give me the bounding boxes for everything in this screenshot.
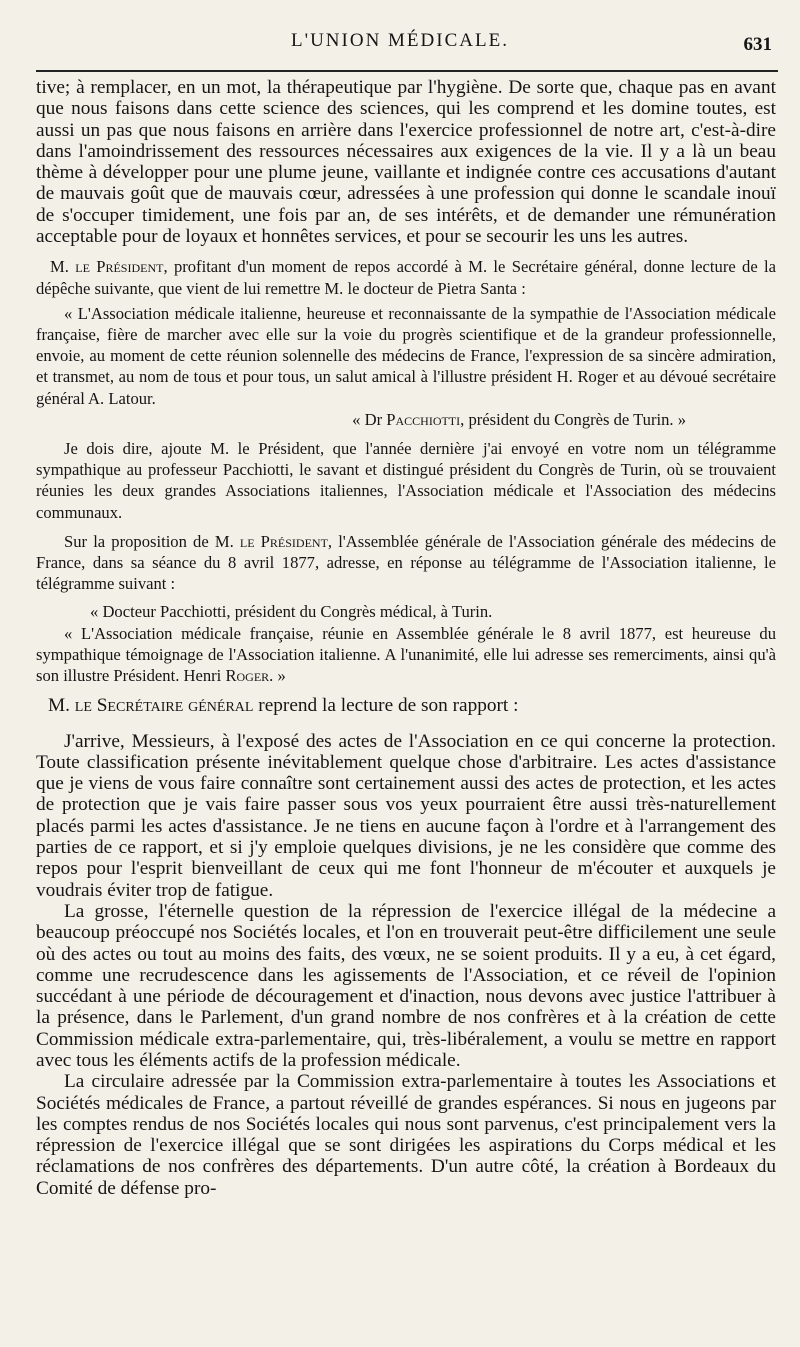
paragraph-5 xyxy=(36,531,776,595)
paragraph-8 xyxy=(36,695,776,716)
speaker-president: M. le Président, xyxy=(214,531,333,551)
french-telegram-address: « Docteur Pacchiotti, président du Congrès médical, à Turin. xyxy=(90,602,493,622)
french-telegram-text: « L'Association médicale française, réunie en Assemblée générale le 8 avril 1877, est heureuse du sympathique témoignage de l'Association italienne. A l'unanimité, elle lui adresse ses remerciments, ainsi qu'à son illustre Président. xyxy=(36,623,776,686)
signature-suffix: , président du Congrès de Turin. » xyxy=(460,409,686,429)
french-telegram-signature xyxy=(184,666,286,685)
paragraph-2 xyxy=(36,256,776,298)
paragraph-1: tive; à remplacer, en un mot, la thérapeutique par l'hygiène. De sorte que, chaque pas en avant que nous faisons dans cette science des sciences, qui les comprend et les domine toutes, est aussi un pas que nous faisons en arrière dans l'exercice professionnel de notre art, c'est-à-dire dans l'amoindrissement des ressources nécessaires aux exigences de la vie. Il y a là un beau thème à développer pour une plume jeune, vaillante et indignée contre ces accusations d'autant de mauvais goût que de mauvais cœur, adressées à une profession qui donne le scandale inouï de s'occuper timidement, une fois par an, de ses intérêts, et de demander une rémunération acceptable pour de loyaux et honnêtes services, et pour se secourir les uns les autres. xyxy=(36,77,776,248)
signature-name: Roger xyxy=(225,666,270,686)
speaker-president: M. le Président, xyxy=(50,257,168,277)
speaker-secretary: M. le Secrétaire général xyxy=(48,695,254,717)
page-header xyxy=(0,30,800,64)
signature-name: Pacchiotti xyxy=(386,409,461,429)
italian-telegram: « L'Association médicale italienne, heureuse et reconnaissante de la sympathie de l'Association médicale française, fière de marcher avec elle sur la voie du progrès scientifique et de la grandeur professionnelle, envoie, au moment de cette réunion solennelle des médecins de France, l'expression de sa sincère admiration, et transmet, au nom de tous et pour tous, un salut amical à l'illustre président H. Roger et au dévoué secrétaire général A. Latour. xyxy=(36,303,776,408)
paragraph-4: Je dois dire, ajoute M. le Président, que l'année dernière j'ai envoyé en votre nom un télégramme sympathique au professeur Pacchiotti, le savant et distingué président du Congrès de Turin, où se trouvaient réunies les deux grandes Associations italiennes, l'Association médicale et l'Association des médecins communaux. xyxy=(36,439,776,522)
paragraph-11: La circulaire adressée par la Commission extra-parlementaire à toutes les Associations et Sociétés médicales de France, a partout réveillé de grandes espérances. Si nous en jugeons par les comptes rendus de nos Sociétés locales qui nous sont parvenus, c'est principalement vers la répression de l'exercice illégal que se sont dirigées les aspirations du Corps médical et les réclamations de nos confrères des départements. D'un autre côté, la création à Bordeaux du Comité de défense pro- xyxy=(36,1071,776,1199)
paragraph-5-lead: Sur la proposition de xyxy=(64,531,215,551)
paragraph-5-text: l'Assemblée générale de l'Association générale des médecins de France, dans sa séance du 8 avril 1877, adresse, en réponse au télégramme de l'Association italienne, le télégramme suivant : xyxy=(36,531,776,594)
italian-telegram-signature xyxy=(36,409,776,430)
signature-prefix: « Dr xyxy=(352,409,387,429)
running-title: L'UNION MÉDICALE. xyxy=(291,30,509,51)
page-number: 631 xyxy=(743,34,772,55)
paragraph-8-text: reprend la lecture de son rapport : xyxy=(253,695,519,717)
paragraph-2-text: profitant d'un moment de repos accordé à M. le Secrétaire général, donne lecture de la dépêche suivante, que vient de lui remettre M. le docteur de Pietra Santa : xyxy=(36,257,777,298)
paragraph-9: J'arrive, Messieurs, à l'exposé des actes de l'Association en ce qui concerne la protection. Toute classification présente inévitablement quelque chose d'arbitraire. Les actes d'assistance que je viens de vous faire connaître sont certainement aussi des actes de protection, et les actes de protection que je vais faire passer sous vos yeux pourraient être aussi très-naturellement placés parmi les actes d'assistance. Je ne tiens en aucune façon à l'ordre et à l'arrangement des parties de ce rapport, et si j'y emploie quelques divisions, je ne les considère que comme des repos pour l'esprit bienveillant de ceux qui me font l'honneur de m'écouter et auxquels je voudrais éviter trop de fatigue. xyxy=(36,730,776,901)
signature-suffix: . » xyxy=(269,666,286,686)
signature-prefix: Henri xyxy=(183,666,226,686)
header-rule xyxy=(36,70,778,72)
article-body xyxy=(36,77,776,1199)
french-telegram xyxy=(36,623,776,687)
paragraph-10: La grosse, l'éternelle question de la répression de l'exercice illégal de la médecine a beaucoup préoccupé nos Sociétés locales, et l'on en trouverait peut-être difficilement une seule où des actes ou tout au moins des faits, des vœux, ne se soient produits. Il y a eu, à cet égard, comme une recrudescence dans les agissements de l'Association, et ce réveil de l'opinion succédant à une période de découragement et d'inaction, nous devons avec justice l'attribuer à la présence, dans le Parlement, d'un grand nombre de nos confrères et à la création de cette Commission médicale extra-parlementaire, qui, très-libéralement, a voulu se mettre en rapport avec tous les éléments actifs de la profession médicale. xyxy=(36,900,776,1071)
